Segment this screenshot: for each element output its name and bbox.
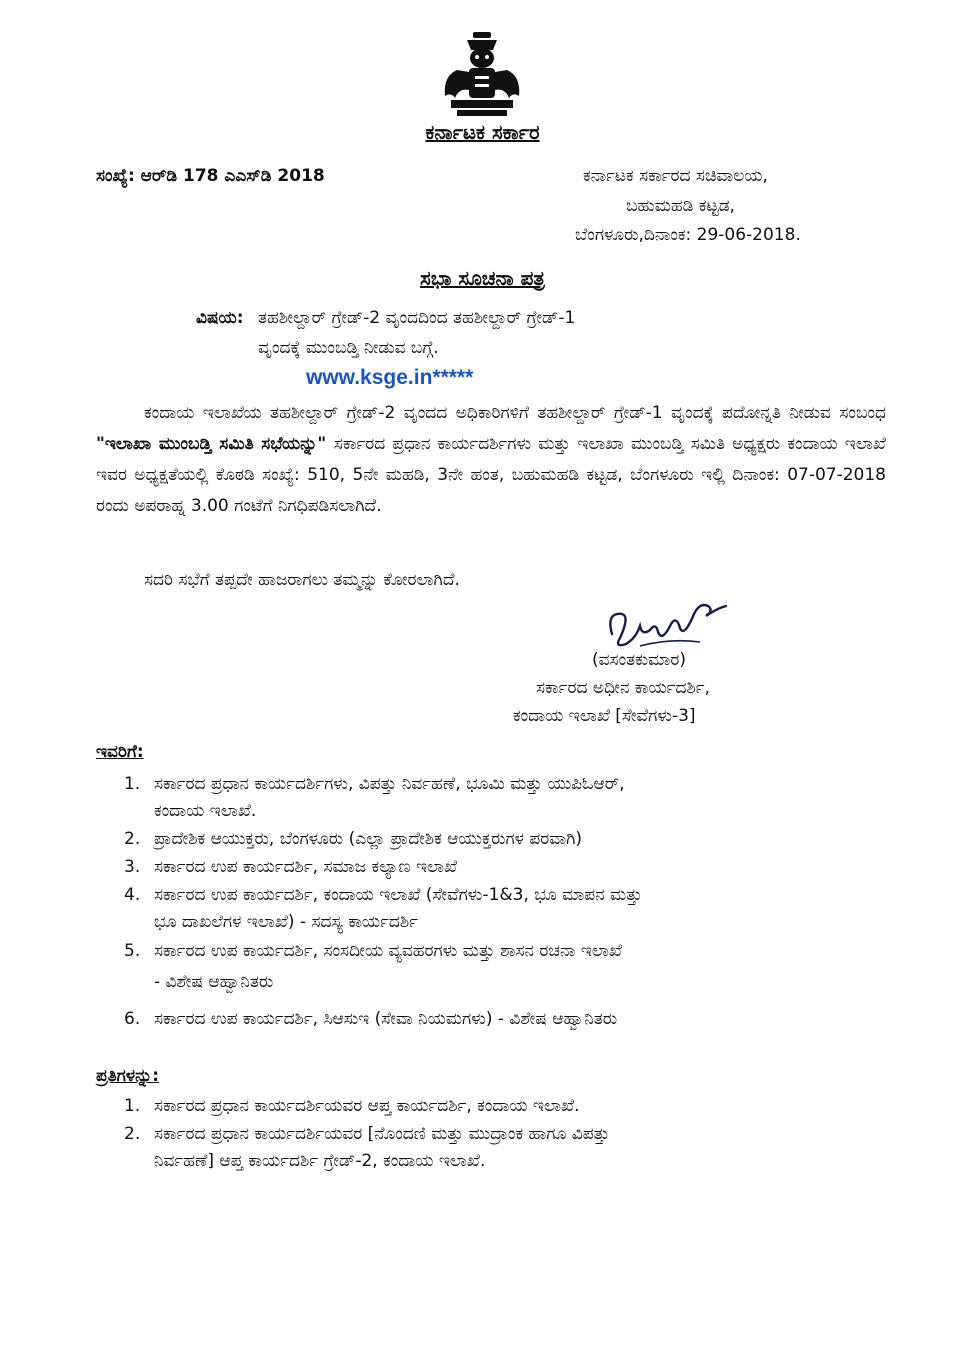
recipients-heading: ಇವರಿಗೆ: [96, 742, 144, 762]
list-item: ಸರ್ಕಾರದ ಉಪ ಕಾರ್ಯದರ್ಶಿ, ಸಮಾಜ ಕಲ್ಯಾಣ ಇಲಾಖೆ [154, 857, 458, 877]
list-item-continuation: ಕಂದಾಯ ಇಲಾಖೆ. [154, 801, 257, 821]
list-item-continuation: ಭೂ ದಾಖಲೆಗಳ ಇಲಾಖೆ) - ಸದಸ್ಯ ಕಾರ್ಯದರ್ಶಿ [154, 912, 418, 932]
list-item: ಸರ್ಕಾರದ ಉಪ ಕಾರ್ಯದರ್ಶಿ, ಸಂಸದೀಯ ವ್ಯವಹರಗಳು ಮತ್ತು ಶಾಸನ ರಚನಾ ಇಲಾಖೆ [154, 941, 622, 961]
notice-title: ಸಭಾ ಸೂಚನಾ ಪತ್ರ [420, 266, 545, 290]
list-item-continuation: ನಿರ್ವಹಣೆ] ಆಪ್ತ ಕಾರ್ಯದರ್ಶಿ ಗ್ರೇಡ್-2, ಕಂದಾಯ ಇಲಾಖೆ. [154, 1151, 486, 1171]
state-emblem-icon [437, 30, 527, 120]
address-line-1: ಕರ್ನಾಟಕ ಸರ್ಕಾರದ ಸಚಿವಾಲಯ, [583, 166, 768, 186]
signatory-designation: ಸರ್ಕಾರದ ಅಧೀನ ಕಾರ್ಯದರ್ಶಿ, [536, 678, 710, 698]
watermark-url: www.ksge.in***** [306, 366, 474, 389]
body-text-part-1: ಕಂದಾಯ ಇಲಾಖೆಯ ತಹಶೀಲ್ದಾರ್ ಗ್ರೇಡ್-2 ವೃಂದದ ಅಧಿಕಾರಿಗಳಿಗೆ ತಹಶೀಲ್ದಾರ್ ಗ್ರೇಡ್-1 ವೃಂದಕ್ಕೆ ಪದೋನ್ನತಿ ನೀಡುವ ಸಂಬಂಧ [144, 403, 886, 423]
list-item-number: 3. [124, 857, 141, 877]
address-line-2: ಬಹುಮಹಡಿ ಕಟ್ಟಡ, [626, 196, 735, 216]
list-item: ಪ್ರಾದೇಶಿಕ ಆಯುಕ್ತರು, ಬೆಂಗಳೂರು (ಎಲ್ಲಾ ಪ್ರಾದೇಶಿಕ ಆಯುಕ್ತರುಗಳ ಪರವಾಗಿ) [154, 829, 583, 849]
list-item: ಸರ್ಕಾರದ ಉಪ ಕಾರ್ಯದರ್ಶಿ, ಕಂದಾಯ ಇಲಾಖೆ (ಸೇವೆಗಳು-1&3, ಭೂ ಮಾಪನ ಮತ್ತು [154, 885, 643, 905]
address-date: ಬೆಂಗಳೂರು,ದಿನಾಂಕ: 29-06-2018. [575, 225, 801, 245]
subject-line-1: ತಹಶೀಲ್ದಾರ್ ಗ್ರೇಡ್-2 ವೃಂದದಿಂದ ತಹಶೀಲ್ದಾರ್ ಗ್ರೇಡ್-1 [258, 308, 576, 328]
body-text-part-2: ಸರ್ಕಾರದ ಪ್ರಧಾನ ಕಾರ್ಯದರ್ಶಿಗಳು ಮತ್ತು ಇಲಾಖಾ ಮುಂಬಡ್ತಿ ಸಮಿತಿ ಅಧ್ಯಕ್ಷರು ಕಂದಾಯ ಇಲಾಖೆ ಇವರ ಅಧ್ಯಕ್ಷತೆಯಲ್ಲಿ ಕೊಠಡಿ ಸಂಖ್ಯೆ: 510, 5ನೇ ಮಹಡಿ, 3ನೇ ಹಂತ, ಬಹುಮಹಡಿ ಕಟ್ಟಡ, ಬೆಂಗಳೂರು ಇಲ್ಲಿ ದಿನಾಂಕ: 07-07-2018 ರಂದು ಅಪರಾಹ್ನ 3.00 ಗಂಟೆಗೆ ನಿಗಧಿಪಡಿಸಲಾಗಿದೆ. [96, 434, 886, 516]
signatory-name: (ವಸಂತಕುಮಾರ) [592, 650, 686, 670]
list-item: ಸರ್ಕಾರದ ಪ್ರಧಾನ ಕಾರ್ಯದರ್ಶಿಯವರ ಆಪ್ತ ಕಾರ್ಯದರ್ಶಿ, ಕಂದಾಯ ಇಲಾಖೆ. [154, 1096, 580, 1116]
list-item-number: 4. [124, 885, 141, 905]
reference-number: ಸಂಖ್ಯೆ: ಆರ್‌ಡಿ 178 ಎಎಸ್‌ಡಿ 2018 [96, 166, 325, 186]
request-paragraph: ಸದರಿ ಸಭೆಗೆ ತಪ್ಪದೇ ಹಾಜರಾಗಲು ತಮ್ಮನ್ನು ಕೋರಲಾಗಿದೆ. [144, 570, 460, 590]
list-item-number: 1. [124, 774, 141, 794]
body-text-emphasis: "ಇಲಾಖಾ ಮುಂಬಡ್ತಿ ಸಮಿತಿ ಸಭೆಯನ್ನು" [96, 434, 334, 454]
list-item-number: 2. [124, 829, 141, 849]
list-item-continuation: - ವಿಶೇಷ ಆಹ್ವಾನಿತರು [154, 972, 274, 992]
list-item: ಸರ್ಕಾರದ ಉಪ ಕಾರ್ಯದರ್ಶಿ, ಸಿಆಸುಇ (ಸೇವಾ ನಿಯಮಗಳು) - ವಿಶೇಷ ಆಹ್ವಾನಿತರು [154, 1009, 618, 1029]
copies-heading: ಪ್ರತಿಗಳನ್ನು: [96, 1066, 160, 1086]
list-item: ಸರ್ಕಾರದ ಪ್ರಧಾನ ಕಾರ್ಯದರ್ಶಿಯವರ [ನೊಂದಣಿ ಮತ್ತು ಮುದ್ರಾಂಕ ಹಾಗೂ ವಿಪತ್ತು [154, 1124, 610, 1144]
subject-label: ವಿಷಯ: [196, 308, 244, 328]
subject-line-2: ವೃಂದಕ್ಕೆ ಮುಂಬಡ್ತಿ ನೀಡುವ ಬಗ್ಗೆ. [258, 338, 439, 358]
list-item: ಸರ್ಕಾರದ ಪ್ರಧಾನ ಕಾರ್ಯದರ್ಶಿಗಳು, ವಿಪತ್ತು ನಿರ್ವಹಣೆ, ಭೂಮಿ ಮತ್ತು ಯುಪಿಓಆರ್, [154, 774, 625, 794]
list-item-number: 1. [124, 1096, 141, 1116]
list-item-number: 5. [124, 941, 141, 961]
signatory-department: ಕಂದಾಯ ಇಲಾಖೆ [ಸೇವೆಗಳು-3] [513, 706, 696, 726]
list-item-number: 2. [124, 1124, 141, 1144]
government-title: ಕರ್ನಾಟಕ ಸರ್ಕಾರ [425, 120, 540, 144]
body-paragraph [96, 398, 886, 522]
list-item-number: 6. [124, 1009, 141, 1029]
